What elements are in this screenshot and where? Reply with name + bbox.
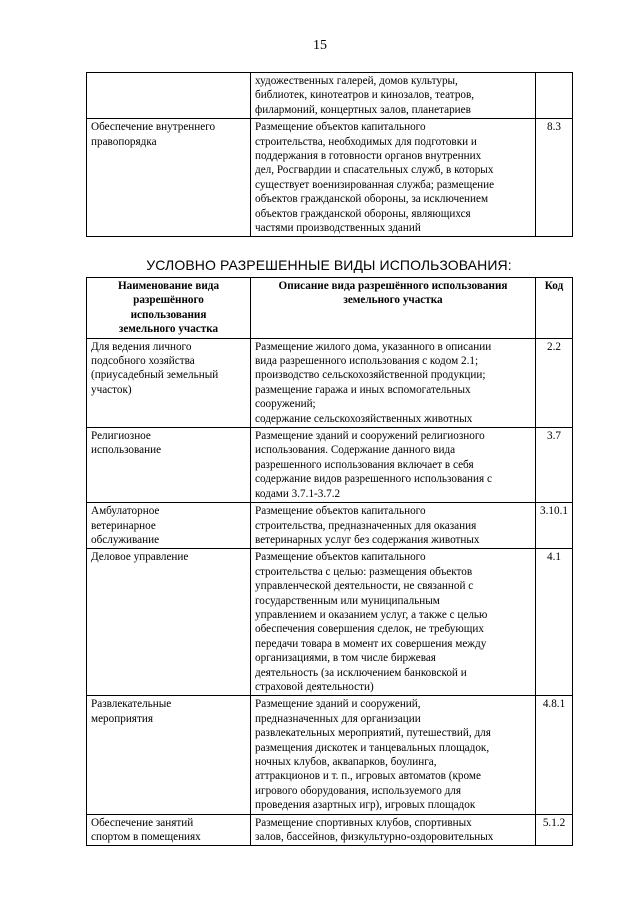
text-line: содержание сельскохозяйственных животных <box>255 412 473 425</box>
land-use-name-cell <box>87 696 251 814</box>
text-line: залов, бассейнов, физкультурно-оздоровительных <box>255 831 494 844</box>
text-line: дел, Росгвардии и спасательных служб, в которых <box>255 164 494 177</box>
land-use-description-cell <box>251 119 536 237</box>
text-line: развлекательных мероприятий, путешествий, для <box>255 727 491 740</box>
text-line: Размещение объектов капитального <box>255 551 426 564</box>
conditional-land-use-table <box>86 277 573 846</box>
text-line: управленческой деятельности, не связанной с <box>255 580 474 593</box>
land-use-code-cell: 4.8.1 <box>536 696 573 814</box>
land-use-description-cell <box>251 814 536 846</box>
text-line: разрешенного использования включает в себя <box>255 458 474 471</box>
text-line: обслуживание <box>91 533 160 546</box>
table-row <box>87 503 573 549</box>
text-line: вида разрешенного использования с кодом 2.1; <box>255 355 479 368</box>
table-row <box>87 428 573 503</box>
text-line: Амбулаторное <box>91 505 160 518</box>
text-line: Описание вида разрешённого использования <box>278 280 508 292</box>
text-line: Размещение объектов капитального <box>255 121 426 134</box>
text-line: производство сельскохозяйственной продукции; <box>255 369 486 382</box>
text-line: аттракционов и т. п., игровых автоматов (кроме <box>255 770 481 783</box>
text-line: художественных галерей, домов культуры, <box>255 75 458 87</box>
land-use-name-cell <box>87 338 251 427</box>
continued-land-use-table <box>86 72 573 237</box>
text-line: подсобного хозяйства <box>91 355 195 368</box>
continued-table-body <box>87 73 573 237</box>
text-line: земельного участка <box>343 294 443 307</box>
text-line: объектов гражданской обороны, за исключением <box>255 193 489 206</box>
text-line: строительства, необходимых для подготовки и <box>255 135 477 148</box>
land-use-code-cell: 5.1.2 <box>536 814 573 846</box>
text-line: существует военизированная служба; размещение <box>255 178 495 191</box>
text-line: Наименование вида <box>117 280 220 292</box>
text-line: мероприятия <box>91 712 153 725</box>
text-line: ветеринарных услуг без содержания животных <box>255 533 480 546</box>
text-line: Размещение объектов капитального <box>255 505 426 518</box>
text-line: предназначенных для организации <box>255 712 421 725</box>
header-name-cell <box>87 278 251 339</box>
text-line: ночных клубов, аквапарков, боулинга, <box>255 756 437 768</box>
land-use-name-cell <box>87 503 251 549</box>
text-line: Размещение жилого дома, указанного в описании <box>255 340 492 353</box>
table-row <box>87 696 573 814</box>
land-use-code-cell <box>536 73 573 119</box>
text-line: государственным или муниципальным <box>255 594 440 607</box>
section-heading: УСЛОВНО РАЗРЕШЕННЫЕ ВИДЫ ИСПОЛЬЗОВАНИЯ: <box>146 257 512 273</box>
land-use-name-cell <box>87 73 251 119</box>
header-code-cell: Код <box>536 278 573 339</box>
text-line: размещения дискотек и танцевальных площадок, <box>255 741 490 754</box>
text-line: Размещение зданий и сооружений религиозного <box>255 430 485 443</box>
text-line: разрешённого <box>133 294 204 307</box>
land-use-code-cell: 8.3 <box>536 119 573 237</box>
text-line: частями производственных зданий <box>255 222 421 235</box>
text-line: библиотек, кинотеатров и кинозалов, театров, <box>255 89 475 102</box>
text-line: управлением и оказанием услуг, а также с целью <box>255 608 488 621</box>
table-row <box>87 73 573 119</box>
text-line: использования <box>130 308 207 321</box>
text-line: кодами 3.7.1-3.7.2 <box>255 487 341 500</box>
text-line: сооружений; <box>255 398 316 411</box>
land-use-description-cell <box>251 428 536 503</box>
text-line: размещение гаража и иных вспомогательных <box>255 383 471 396</box>
page-number: 15 <box>313 38 327 53</box>
text-line: Для ведения личного <box>91 340 192 353</box>
text-line: Размещение зданий и сооружений, <box>255 698 421 711</box>
text-line: передачи товара в момент их совершения между <box>255 637 487 650</box>
text-line: строительства, предназначенных для оказания <box>255 519 477 532</box>
text-line: Размещение спортивных клубов, спортивных <box>255 816 472 829</box>
land-use-description-cell <box>251 503 536 549</box>
land-use-description-cell <box>251 549 536 696</box>
text-line: содержание видов разрешенного использования с <box>255 473 492 486</box>
text-line: объектов гражданской обороны, являющихся <box>255 207 471 220</box>
land-use-description-cell <box>251 696 536 814</box>
land-use-description-cell <box>251 73 536 119</box>
text-line: филармоний, концертных залов, планетариев <box>255 103 471 116</box>
text-line: обеспечения совершения сделок, не требующих <box>255 623 484 636</box>
text-line: ветеринарное <box>91 519 156 532</box>
text-line: земельного участка <box>118 323 219 336</box>
text-line: проведения азартных игр), игровых площадок <box>255 799 476 812</box>
text-line: спортом в помещениях <box>91 831 201 844</box>
text-line: деятельность (за исключением банковской и <box>255 666 467 679</box>
land-use-name-cell <box>87 814 251 846</box>
table-row <box>87 549 573 696</box>
text-line: использования. Содержание данного вида <box>255 444 456 457</box>
land-use-name-cell <box>87 549 251 696</box>
table-row <box>87 338 573 427</box>
land-use-name-cell <box>87 428 251 503</box>
text-line: Деловое управление <box>91 551 189 564</box>
text-line: игрового оборудования, используемого для <box>255 784 462 797</box>
land-use-name-cell <box>87 119 251 237</box>
text-line: строительства с целью: размещения объектов <box>255 565 473 578</box>
text-line: Религиозное <box>91 430 151 443</box>
table-header-row <box>87 278 573 339</box>
table-row <box>87 119 573 237</box>
text-line: Развлекательные <box>91 698 172 711</box>
land-use-description-cell <box>251 338 536 427</box>
land-use-code-cell: 2.2 <box>536 338 573 427</box>
table-row <box>87 814 573 846</box>
text-line: организациями, в том числе биржевая <box>255 652 436 665</box>
text-line: правопорядка <box>91 135 157 148</box>
text-line: (приусадебный земельный <box>91 369 219 382</box>
conditional-table-body <box>87 338 573 846</box>
header-description-cell <box>251 278 536 339</box>
land-use-code-cell: 4.1 <box>536 549 573 696</box>
text-line: поддержания в готовности органов внутренних <box>255 150 482 163</box>
land-use-code-cell: 3.10.1 <box>536 503 573 549</box>
text-line: Обеспечение занятий <box>91 816 194 829</box>
text-line: участок) <box>91 383 132 396</box>
text-line: страховой деятельности) <box>255 680 374 693</box>
text-line: использование <box>91 444 162 457</box>
text-line: Обеспечение внутреннего <box>91 121 216 134</box>
land-use-code-cell: 3.7 <box>536 428 573 503</box>
